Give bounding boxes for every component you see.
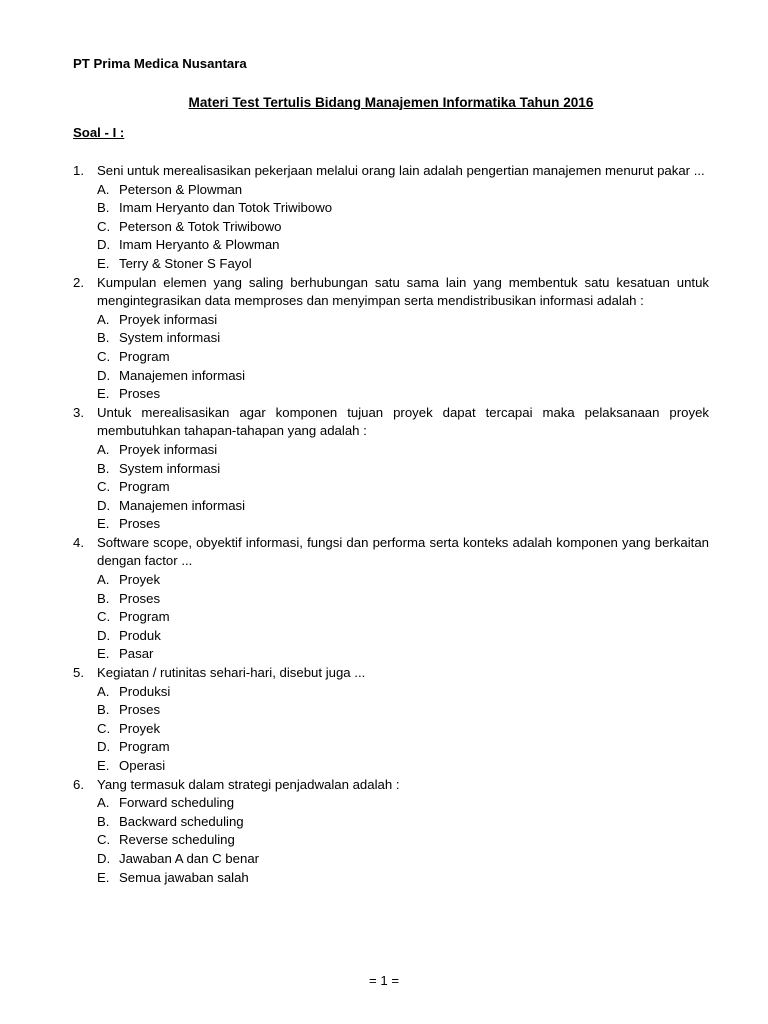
option-text: System informasi <box>119 460 221 476</box>
question-number: 6. <box>73 776 84 792</box>
question-body <box>97 162 709 274</box>
option-letter: B. <box>97 460 110 476</box>
answer-option <box>97 590 709 609</box>
option-letter: E. <box>97 758 110 773</box>
question-number: 2. <box>73 274 84 290</box>
option-text: Proyek informasi <box>119 441 218 457</box>
answer-option <box>97 497 709 516</box>
answer-option <box>97 515 709 534</box>
question-body <box>97 664 709 776</box>
answer-option <box>97 645 709 664</box>
answer-option <box>97 757 709 776</box>
option-letter: B. <box>97 200 110 216</box>
option-letter: D. <box>97 627 111 643</box>
option-letter: E. <box>97 386 110 402</box>
answer-option <box>97 385 709 404</box>
option-text: Manajemen informasi <box>119 497 246 513</box>
option-letter: C. <box>97 720 111 736</box>
option-text: Proyek <box>119 572 161 588</box>
option-text: Jawaban A dan C benar <box>119 850 260 866</box>
company-name: PT Prima Medica Nusantara <box>73 56 247 71</box>
answer-option <box>97 794 709 813</box>
question-item <box>73 162 709 274</box>
question-item <box>73 776 709 888</box>
option-letter: D. <box>97 850 111 866</box>
answer-option <box>97 869 709 888</box>
option-letter: A. <box>97 441 110 457</box>
option-letter: D. <box>97 739 111 755</box>
option-letter: C. <box>97 832 111 848</box>
answer-option <box>97 199 709 218</box>
option-letter: C. <box>97 609 111 625</box>
option-text: Proses <box>119 516 161 532</box>
option-letter: C. <box>97 218 111 234</box>
option-text: Peterson & Plowman <box>119 181 243 197</box>
option-text: Program <box>119 348 170 364</box>
page-number: = 1 = <box>368 973 400 988</box>
answer-option <box>97 478 709 497</box>
option-letter: A. <box>97 795 110 811</box>
option-letter: A. <box>97 572 110 588</box>
question-text: Untuk merealisasikan agar komponen tujuan proyek dapat tercapai maka pelaksanaan proyek membutuhkan tahapan-tahapan yang adalah : <box>97 404 709 439</box>
question-text: Kumpulan elemen yang saling berhubungan satu sama lain yang membentuk satu kesatuan untuk mengintegrasikan data memproses dan menyimpan serta mendistribusikan informasi adalah : <box>97 274 709 309</box>
question-list <box>73 162 709 887</box>
option-letter: D. <box>97 497 111 513</box>
option-text: Program <box>119 609 170 625</box>
answer-option <box>97 720 709 739</box>
answer-option <box>97 181 709 200</box>
question-item <box>73 404 709 534</box>
question-body <box>97 776 709 888</box>
answer-option <box>97 850 709 869</box>
option-letter: B. <box>97 813 110 829</box>
question-body <box>97 534 709 664</box>
option-letter: C. <box>97 479 111 495</box>
option-text: Proses <box>119 590 161 606</box>
option-text: Terry & Stoner S Fayol <box>119 255 252 271</box>
question-number: 3. <box>73 404 84 420</box>
option-letter: E. <box>97 255 110 271</box>
answer-option <box>97 460 709 479</box>
answer-option <box>97 571 709 590</box>
option-letter: B. <box>97 330 110 346</box>
answer-option <box>97 701 709 720</box>
question-text: Kegiatan / rutinitas sehari-hari, disebut juga ... <box>97 665 366 681</box>
answer-option <box>97 329 709 348</box>
question-body <box>97 274 709 404</box>
option-text: Reverse scheduling <box>119 832 235 848</box>
answer-option <box>97 218 709 237</box>
answer-option <box>97 831 709 850</box>
answer-option <box>97 683 709 702</box>
answer-option <box>97 627 709 646</box>
option-letter: C. <box>97 348 111 364</box>
question-number: 1. <box>73 163 84 178</box>
option-letter: B. <box>97 702 110 718</box>
option-text: Imam Heryanto & Plowman <box>119 237 280 253</box>
option-text: Program <box>119 479 170 495</box>
option-letter: E. <box>97 516 110 532</box>
question-text: Yang termasuk dalam strategi penjadwalan adalah : <box>97 776 400 792</box>
option-letter: A. <box>97 181 110 197</box>
option-text: Forward scheduling <box>119 795 235 811</box>
option-letter: D. <box>97 237 111 253</box>
question-text: Software scope, obyektif informasi, fungsi dan performa serta konteks adalah komponen yang berkaitan dengan factor ... <box>97 534 709 569</box>
section-heading: Soal - I : <box>73 125 125 140</box>
answer-option <box>97 311 709 330</box>
option-text: Operasi <box>119 758 166 773</box>
answer-option <box>97 441 709 460</box>
option-text: Manajemen informasi <box>119 367 246 383</box>
option-letter: B. <box>97 590 110 606</box>
option-letter: A. <box>97 683 110 699</box>
answer-option <box>97 255 709 274</box>
question-item <box>73 274 709 404</box>
option-letter: A. <box>97 311 110 327</box>
document-title: Materi Test Tertulis Bidang Manajemen Informatika Tahun 2016 <box>188 95 594 110</box>
option-text: Backward scheduling <box>119 813 244 829</box>
option-letter: E. <box>97 869 110 885</box>
option-letter: D. <box>97 367 111 383</box>
option-text: Proyek informasi <box>119 311 218 327</box>
document-page <box>73 56 709 887</box>
question-item <box>73 534 709 664</box>
answer-option <box>97 608 709 627</box>
option-text: Produksi <box>119 683 171 699</box>
option-text: System informasi <box>119 330 221 346</box>
option-text: Program <box>119 739 170 755</box>
answer-option <box>97 738 709 757</box>
option-text: Proses <box>119 386 161 402</box>
option-text: Pasar <box>119 646 154 662</box>
option-letter: E. <box>97 646 110 662</box>
option-text: Produk <box>119 627 161 643</box>
answer-option <box>97 367 709 386</box>
question-number: 5. <box>73 665 84 681</box>
question-number: 4. <box>73 534 84 550</box>
question-body <box>97 404 709 534</box>
question-item <box>73 664 709 776</box>
option-text: Imam Heryanto dan Totok Triwibowo <box>119 200 333 216</box>
option-text: Peterson & Totok Triwibowo <box>119 218 282 234</box>
answer-option <box>97 813 709 832</box>
answer-option <box>97 348 709 367</box>
answer-option <box>97 236 709 255</box>
option-text: Proyek <box>119 720 161 736</box>
option-text: Semua jawaban salah <box>119 869 249 885</box>
option-text: Proses <box>119 702 161 718</box>
question-text: Seni untuk merealisasikan pekerjaan melalui orang lain adalah pengertian manajemen menurut pakar ... <box>97 163 705 178</box>
